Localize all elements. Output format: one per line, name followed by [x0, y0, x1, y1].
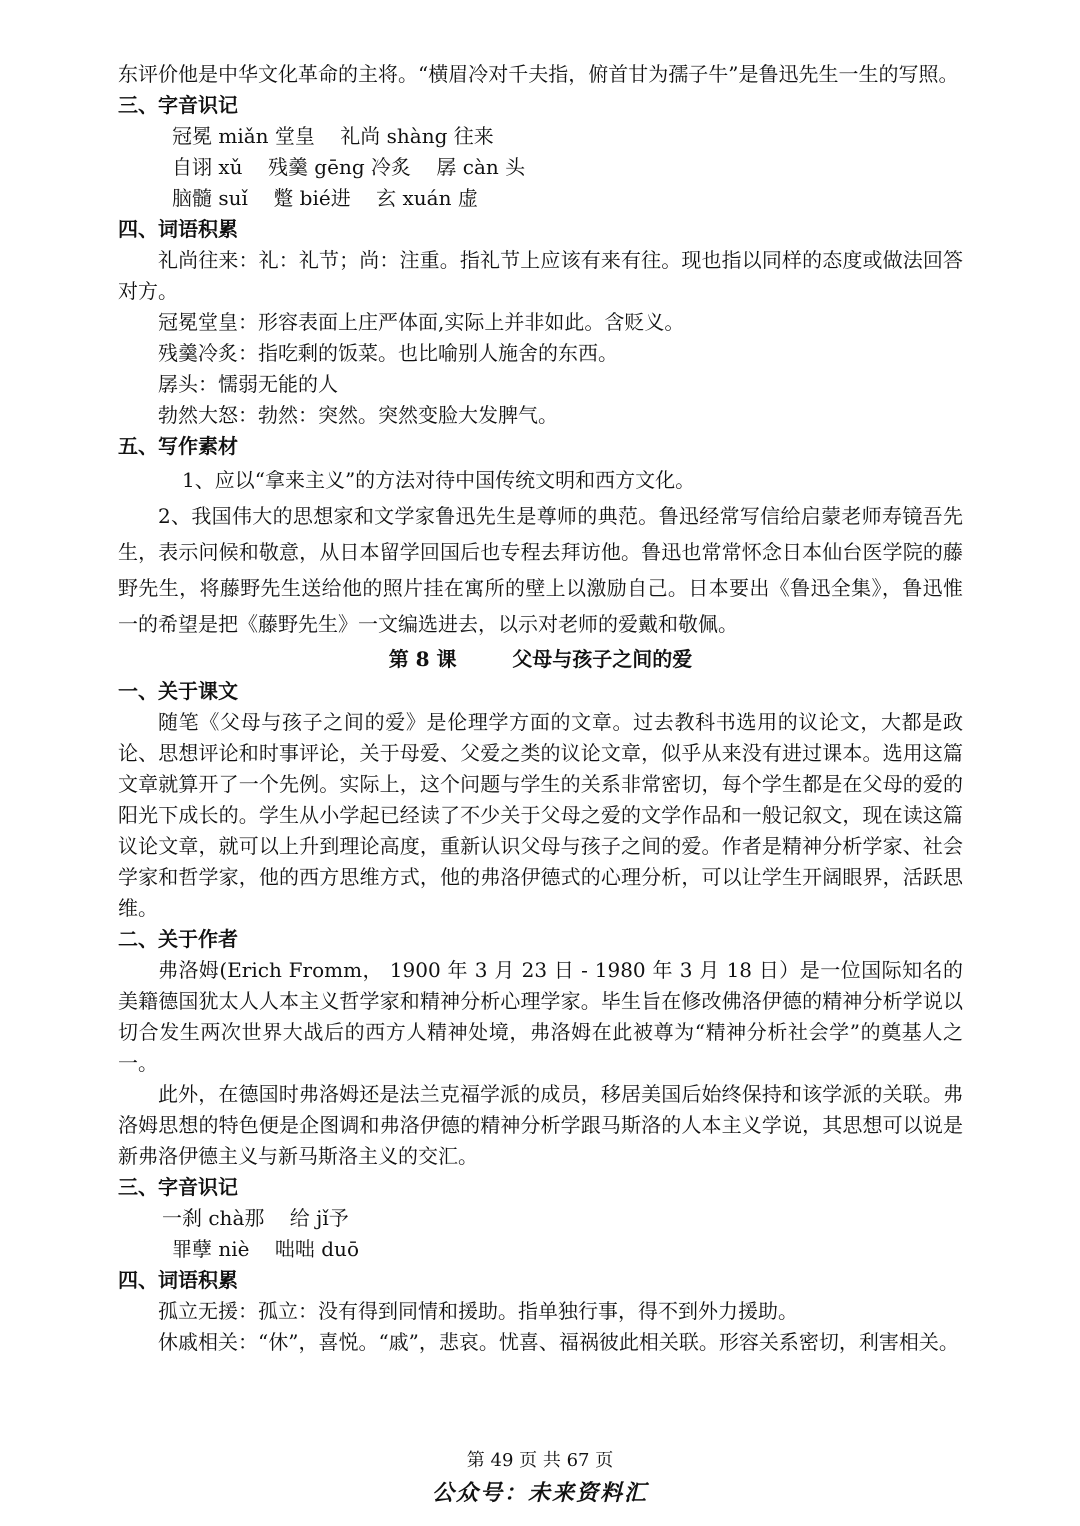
- pronunciation-line: 自诩 xǔ 残羹 gēng 冷炙 孱 càn 头: [172, 155, 526, 179]
- pronunciation-line: 脑髓 suǐ 蹩 bié进 玄 xuán 虚: [172, 186, 478, 210]
- vocabulary-entry: 孤立无援：孤立：没有得到同情和援助。指单独行事，得不到外力援助。: [158, 1299, 798, 1323]
- lesson-number: 第 8 课: [388, 647, 457, 671]
- lesson-title: [118, 642, 963, 676]
- pronunciation-line: 冠冕 miǎn 堂皇 礼尚 shàng 往来: [172, 124, 494, 148]
- section-heading-about-author: 二、关于作者: [118, 927, 238, 951]
- pronunciation-line: 一刹 chà那 给 jǐ予: [162, 1206, 349, 1230]
- section-heading-about-text: 一、关于课文: [118, 679, 238, 703]
- vocabulary-entry: 残羹冷炙：指吃剩的饭菜。也比喻别人施舍的东西。: [158, 341, 618, 365]
- section-heading-pronunciation-1: 三、字音识记: [118, 93, 238, 117]
- lesson-name: 父母与孩子之间的爱: [512, 647, 693, 671]
- section-heading-writing-material: 五、写作素材: [118, 434, 238, 458]
- writing-material-item: 2、我国伟大的思想家和文学家鲁迅先生是尊师的典范。鲁迅经常写信给启蒙老师寿镜吾先生，表示问候和敬意，从日本留学回国后也专程去拜访他。鲁迅也常常怀念日本仙台医学院的藤野先生，将藤野先生送给他的照片挂在寓所的壁上以激励自己。日本要出《鲁迅全集》，鲁迅惟一的希望是把《藤野先生》一文编选进去，以示对老师的爱戴和敬佩。: [118, 504, 963, 636]
- about-author-paragraph: 此外，在德国时弗洛姆还是法兰克福学派的成员，移居美国后始终保持和该学派的关联。弗洛姆思想的特色便是企图调和弗洛伊德的精神分析学跟马斯洛的人本主义学说，其思想可以说是新弗洛伊德主义与新马斯洛主义的交汇。: [118, 1082, 963, 1168]
- vocabulary-entry: 冠冕堂皇：形容表面上庄严体面,实际上并非如此。含贬义。: [158, 310, 685, 334]
- section-heading-vocabulary-1: 四、词语积累: [118, 217, 238, 241]
- vocabulary-entry: 休戚相关：“休”，喜悦。“戚”，悲哀。忧喜、福祸彼此相关联。形容关系密切，利害相关。: [158, 1330, 959, 1354]
- about-text-paragraph: 随笔《父母与孩子之间的爱》是伦理学方面的文章。过去教科书选用的议论文，大都是政论、思想评论和时事评论，关于母爱、父爱之类的议论文章，似乎从来没有进过课本。选用这篇文章就算开了一个先例。实际上，这个问题与学生的关系非常密切，每个学生都是在父母的爱的阳光下成长的。学生从小学起已经读了不少关于父母之爱的文学作品和一般记叙文，现在读这篇议论文章，就可以上升到理论高度，重新认识父母与孩子之间的爱。作者是精神分析学家、社会学家和哲学家，他的西方思维方式，他的弗洛伊德式的心理分析，可以让学生开阔眼界，活跃思维。: [118, 710, 963, 920]
- page-number: 第 49 页 共 67 页: [466, 1450, 614, 1471]
- intro-paragraph: 东评价他是中华文化革命的主将。“横眉冷对千夫指，俯首甘为孺子牛”是鲁迅先生一生的写照。: [118, 62, 959, 86]
- vocabulary-entry: 勃然大怒：勃然：突然。突然变脸大发脾气。: [158, 403, 558, 427]
- about-author-paragraph: 弗洛姆(Erich Fromm， 1900 年 3 月 23 日 - 1980 年 3 月 18 日）是一位国际知名的美籍德国犹太人人本主义哲学家和精神分析心理学家。毕生旨在修改佛洛伊德的精神分析学说以切合发生两次世界大战后的西方人精神处境，弗洛姆在此被尊为“精神分析社会学”的奠基人之一。: [118, 958, 963, 1075]
- pronunciation-line: 罪孽 niè 咄咄 duō: [172, 1237, 359, 1261]
- writing-material-item: 1、应以“拿来主义”的方法对待中国传统文明和西方文化。: [182, 468, 696, 492]
- vocabulary-entry: 孱头：懦弱无能的人: [158, 372, 338, 396]
- section-heading-pronunciation-2: 三、字音识记: [118, 1175, 238, 1199]
- watermark-text: 公众号：未来资料汇: [431, 1480, 648, 1506]
- page-content: [118, 59, 963, 1358]
- vocabulary-entry: 礼尚往来：礼：礼节；尚：注重。指礼节上应该有来有往。现也指以同样的态度或做法回答对方。: [118, 248, 963, 303]
- section-heading-vocabulary-2: 四、词语积累: [118, 1268, 238, 1292]
